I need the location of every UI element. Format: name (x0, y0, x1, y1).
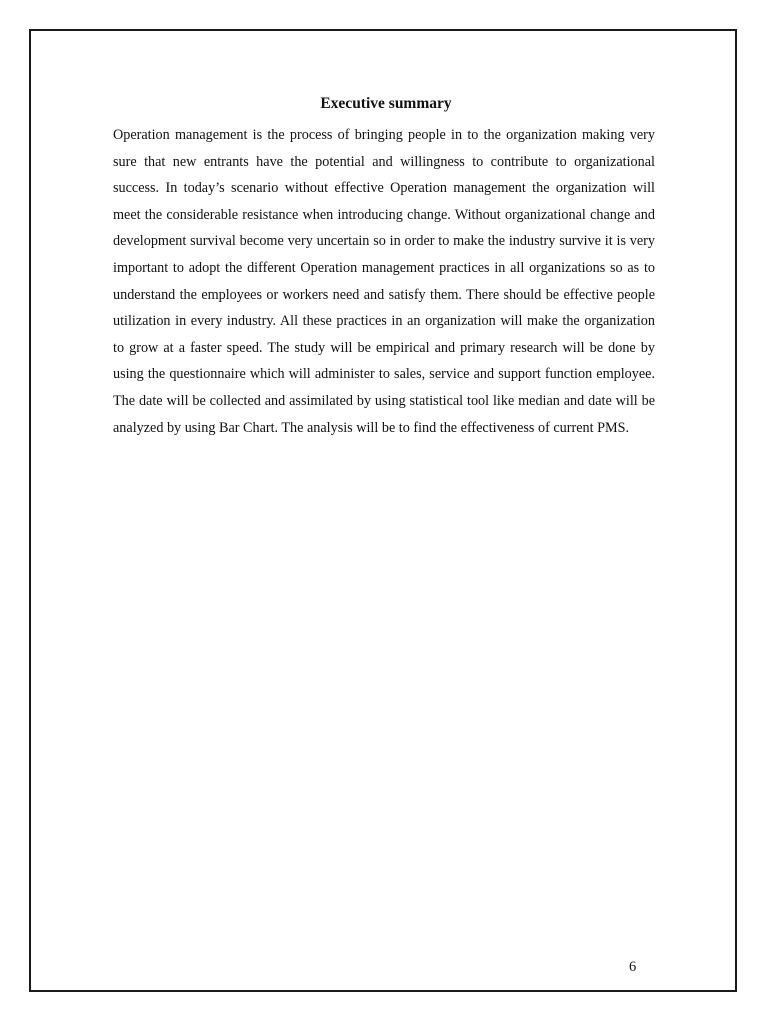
page-title: Executive summary (320, 95, 452, 112)
page-number: 6 (629, 959, 637, 975)
summary-paragraph: Operation management is the process of bringing people in to the organization making very sure that new entrants have the potential and willingness to contribute to organizational success. In today’s scenario without effective Operation management the organization will meet the considerable resistance when introducing change. Without organizational change and development survival become very uncertain so in order to make the industry survive it is very important to adopt the different Operation management practices in all organizations so as to understand the employees or workers need and satisfy them. There should be effective people utilization in every industry. All these practices in an organization will make the organization to grow at a faster speed. The study will be empirical and primary research will be done by using the questionnaire which will administer to sales, service and support function employee. The date will be collected and assimilated by using statistical tool like median and date will be analyzed by using Bar Chart. The analysis will be to find the effectiveness of current PMS. (113, 127, 655, 436)
